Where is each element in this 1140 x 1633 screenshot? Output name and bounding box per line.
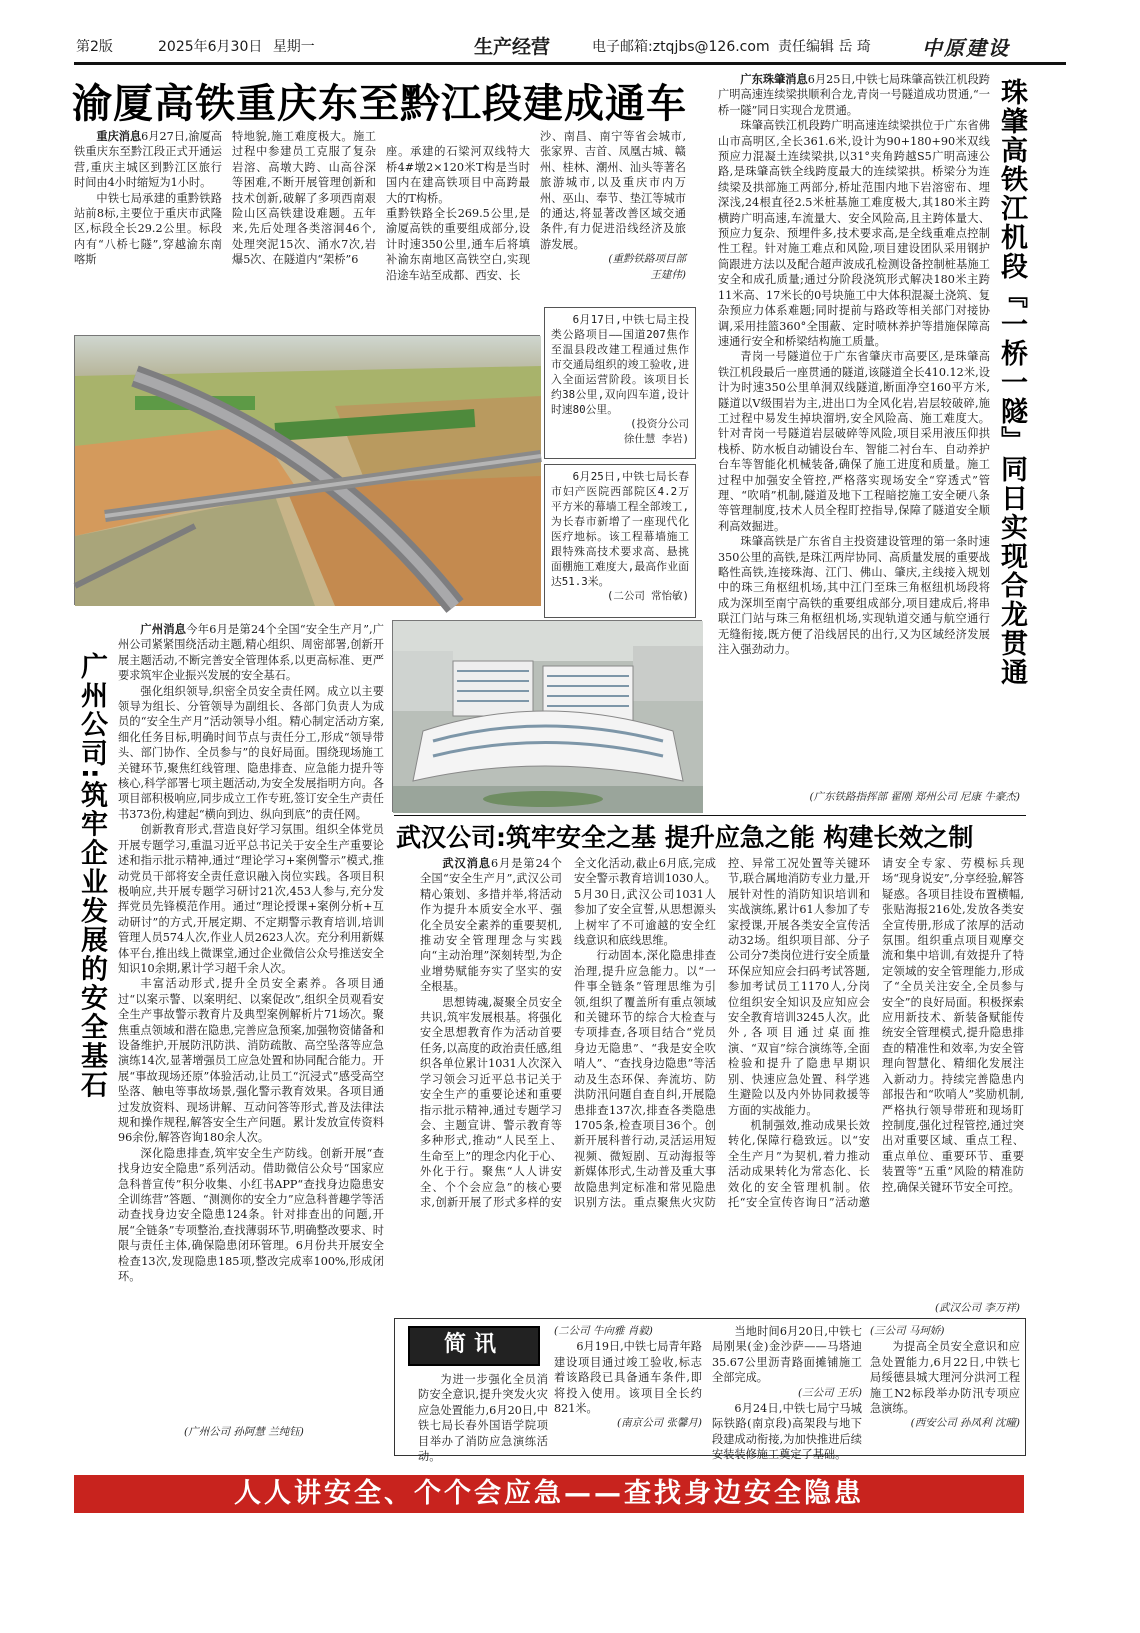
brief-item: 6月24日,中铁七局宁马城际铁路(南京段)高架段与地下段建成动衔接,为加快推进后续安装装修施工奠定了基础。	[712, 1402, 862, 1462]
brief-byline: (南京公司 张馨月)	[616, 1417, 702, 1430]
article2-para: 6月25日,中铁七局珠肇高铁江机段跨广明高速连续梁拱顺利合龙,青岗一号隧道成功贯通,“一桥一隧”同日实现合龙贯通。	[718, 73, 990, 117]
article1-col1	[74, 129, 222, 315]
paper-name: 中原建设	[922, 36, 1010, 60]
article1-para: 特地貌,施工难度极大。施工过程中参建员工克服了复杂岩溶、高墩大跨、山高谷深等困难,不断开展管理创新和技术创新,破解了多项西南艰险山区高铁建设难题。五年来,先后处理各类溶洞46个,处理突泥15次、涌水7次,岩爆5次、在隧道内“架桥”6	[232, 130, 376, 267]
article1-para: 6月27日,渝厦高铁重庆东至黔江段正式开通运营,重庆主城区到黔江区旅行时间由4小时缩短为1小时。	[74, 130, 223, 190]
article1-para: 中铁七局承建的重黔铁路站前8标,主要位于重庆市武隆区,标段全长29.2公里。标段内有“八桥七隧”,穿越渝东南喀斯	[74, 191, 222, 267]
article1-headline: 渝厦高铁重庆东至黔江段建成通车	[72, 81, 687, 127]
article1-dateline: 重庆消息	[96, 130, 142, 143]
article2-para: 青岗一号隧道位于广东省肇庆市高要区,是珠肇高铁江机段最后一座贯通的隧道,该隧道全长410.12米,设计为时速350公里单洞双线隧道,断面净空160平方米,隧道以Ⅴ级围岩为主,进出口为全风化岩,岩层较破碎,施工过程中易发生掉块溜坍,安全风险高、施工难度大。针对青岗一号隧道岩层破碎等风险,项目采用液压仰拱栈桥、防水板自动铺设台车、智能二衬台车、自动养护台车等智能化机械装备,确保了施工进度和质量。施工过程中加强安全管控,严格落实现场安全“穿透式”管理、“吹哨”机制,隧道及地下工程暗挖施工安全硬八条等管理制度,技术人员全程盯控指导,保障了隧道安全顺利高效掘进。	[718, 350, 990, 533]
railway-aerial-photo	[74, 335, 540, 605]
article1-para: 座。承建的石梁河双线特大桥4#墩2×120米T构是当时国内在建高铁项目中高跨最大的T构桥。 重黔铁路全长269.5公里,是渝厦高铁的重要组成部分,设计时速350公里,通车后将填补渝东南地区高铁空白,实现沿途车站至成都、西安、长	[386, 145, 530, 282]
header-rule	[74, 62, 1066, 65]
article4-para: 机制强效,推动成果长效转化,保障行稳致远。以“安全生产月”为契机,着力推动活动成果转化为常态化、长效化的安全管理机制。依托“安全宣传咨询日”活动邀请安全专家、劳模标兵现场“现身说安”,分享经验,解答疑惑。各项目挂设布置横幅,张贴海报216处,发放各类安全宣传册,形成了浓厚的活动氛围。组织重点项目观摩交流和集中培训,有效提升了特定领域的安全管理能力,形成了“全员关注安全,全员参与安全”的良好局面。积极探索应用新技术、新装备赋能传统安全管理模式,提升隐患排查的精准性和效率,为安全管理向智慧化、精细化发展注入新动力。持续完善隐患内部报告和“吹哨人”奖励机制,严格执行领导带班和现场盯控制度,强化过程管控,通过突出对重要区域、重点工程、重点单位、重要环节、重要装置等“五重”风险的精准防控,确保关键环节安全可控。	[728, 857, 1024, 1209]
brief-item: 6月19日,中铁七局青年路建设项目通过竣工验收,标志着该路段已具备通车条件,即将投入使用。该项目全长约821米。	[554, 1340, 702, 1416]
caption-byline: (二公司 常怡敏)	[607, 590, 689, 602]
brief-col2	[554, 1324, 702, 1454]
article4-byline: (武汉公司 李万祥)	[934, 1302, 1020, 1314]
article3-para: 丰富活动形式,提升全员安全素养。各项目通过“以案示警、以案明纪、以案促改”,组织全员观看安全生产事故警示教育片及典型案例解析片71场次。聚焦重点领域和潜在隐患,完善应急预案,加强物资储备和设备维护,开展防汛防洪、消防疏散、高空坠落等应急演练14次,显著增强员工应急处置和协同配合能力。开展“事故现场还原”体验活动,让员工“沉浸式”感受高空坠落、触电等事故场景,强化警示教育效果。各项目通过发放资料、现场讲解、互动问答等形式,普及法律法规和操作规程,解答安全生产问题。累计发放宣传资料96余份,解答咨询180余人次。	[118, 977, 384, 1145]
article4-para: 思想铸魂,凝聚全员安全共识,筑牢发展根基。将强化安全思想教育作为活动首要任务,以高度的政治责任感,组织各单位累计1031人次深入学习领会习近平总书记关于安全生产的重要论述和重要指示批示精神,通过专题学习会、主题宣讲、警示教育等多种形式,推动“人民至上、生命至上”的理念内化于心、外化于行。聚焦“人人讲安全、个个会应急”的核心要求,创新开展了形式多样的安全文化活动,截止6月底,完成安全警示教育培训1030人。5月30日,武汉公司1031人参加了安全宣誓,从思想源头上树牢了不可逾越的安全红线意识和底线思维。	[420, 857, 716, 1209]
brief-byline: (西安公司 孙凤利 沈曈)	[910, 1417, 1020, 1430]
editor-text: 责任编辑 岳 琦	[778, 39, 871, 55]
article3-body	[118, 622, 384, 1410]
brief-byline: (二公司 牛向雅 肖毅)	[554, 1325, 653, 1337]
article3-headline: 广州公司:筑牢企业发展的安全基石	[76, 652, 107, 1100]
article2-byline: (广东铁路指挥部 翟刚 郑州公司 尼康 牛豪杰)	[809, 791, 1020, 803]
article4-body	[420, 856, 1024, 1298]
hospital-aerial-photo	[392, 620, 702, 812]
article3-byline: (广州公司 孙阿慧 兰纯钰)	[184, 1426, 304, 1438]
brief-item: 当地时间6月20日,中铁七局刚果(金)金沙萨——马塔迪35.67公里沥青路面摊铺施工全部完成。	[712, 1325, 862, 1385]
caption-byline: (投资分公司 徐仕慧 李岩)	[623, 418, 689, 445]
brief-item: 为提高全员安全意识和应急处置能力,6月22日,中铁七局绥德县城大理河分洪河工程施工N2标段举办防汛专项应急演练。	[870, 1340, 1020, 1416]
article4-dateline: 武汉消息	[442, 857, 492, 870]
brief-col4	[870, 1324, 1020, 1454]
brief-col3	[712, 1324, 862, 1462]
date-text: 2025年6月30日	[158, 39, 263, 55]
brief-heading: 简讯	[408, 1326, 540, 1366]
hospital-aerial-image	[393, 621, 703, 813]
article3-dateline: 广州消息	[140, 623, 187, 636]
article1-col3	[386, 129, 530, 315]
article1-para: 沙、南昌、南宁等省会城市,张家界、吉首、凤凰古城、赣州、桂林、潮州、汕头等著名旅游城市,以及重庆市内万州、巫山、奉节、垫江等城市的通达,将显著改善区域交通条件,有力促进沿线经济及旅游发展。	[540, 130, 686, 251]
railway-aerial-image	[75, 336, 541, 606]
brief-byline: (三公司 王乐)	[797, 1386, 862, 1399]
caption-text: 6月17日,中铁七局主投类公路项目——国道207焦作至温县段改建工程通过焦作市交通局组织的竣工验收,进入全面运营阶段。该项目长约38公里,双向四车道,设计时速80公里。	[551, 313, 689, 416]
article1-col2	[232, 129, 376, 315]
article1-byline: (重黔铁路项目部 王建伟)	[608, 253, 686, 281]
article2-para: 珠肇高铁江机段跨广明高速连续梁拱位于广东省佛山市高明区,全长361.6米,设计为90+180+90米双线预应力混凝土连续梁拱,以31°夹角跨越S5广明高速公路,是珠肇高铁全线跨度最大的连续梁拱。桥梁分为连续梁及拱部施工两部分,桥址范围内地下岩溶密布、埋深浅,24根直径2.5米桩基施工难度极大,其180米主跨横跨广明高速,车流量大、安全风险高,且主跨体量大、预应力复杂、预埋件多,技术要求高,是全线重难点控制性工程。针对施工难点和风险,项目建设团队采用钢护筒跟进方法以及配合超声波成孔检测设备控制桩基施工安全和成孔质量;通过分阶段浇筑形式解决180米主跨11米高、17米长的0号块施工中大体积混凝土浇筑、复杂预应力体系难题;同时提前与路政等相关部门对接协调,采用挂篮360°全围蔽、定时喷林养护等措施保障高速通行安全和桥梁结构施工质量。	[718, 119, 990, 348]
article4-headline: 武汉公司:筑牢安全之基 提升应急之能 构建长效之制	[396, 823, 974, 852]
brief-item: 为进一步强化全员消防安全意识,提升突发火灾应急处置能力,6月20日,中铁七局长春外国语学院项目举办了消防应急演练活动。	[418, 1373, 548, 1464]
article3-para: 创新教育形式,营造良好学习氛围。组织全体党员开展专题学习,重温习近平总书记关于安全生产重要论述和指示批示精神,通过“理论学习+案例警示”模式,推动党员干部将安全责任意识融入岗位实践。各项目积极响应,共开展专题学习研讨21次,453人参与,充分发挥党员先锋模范作用。通过“理论授课+案例分析+互动研讨”的方式,开展定期、不定期警示教育培训,培训管理人员574人次,作业人员2623人次。充分利用新媒体平台,推出线上微课堂,通过企业微信公众号推送安全知识10余期,累计学习超千余人次。	[118, 823, 384, 975]
brief-caption-hospital	[544, 464, 696, 618]
page-number: 第2版	[76, 39, 113, 55]
safety-slogan-banner: 人人讲安全、个个会应急——查找身边安全隐患	[74, 1475, 1024, 1513]
article3-para: 深化隐患排查,筑牢安全生产防线。创新开展“查找身边安全隐患”系列活动。借助微信公众号“国家应急科普宣传”积分收集、小红书APP“查找身边隐患安全训练营”答题、“测测你的安全力”应急科普趣学等活动查找身边安全隐患124条。针对排查出的问题,开展“全链条”专项整治,查找薄弱环节,明确整改要求、时限与责任主体,确保隐患闭环管理。6月份共开展安全检查13次,发现隐患185项,整改完成率100%,形成闭环。	[118, 1146, 384, 1284]
article2-dateline: 广东珠肇消息	[740, 73, 808, 86]
article4-para: 6月是第24个全国“安全生产月”,武汉公司精心策划、多措并举,将活动作为提升本质安全水平、强化全员安全素养的重要契机,推动安全管理理念与实践向“主动治理”深刻转型,为企业增势赋能夯实了坚实的安全根基。	[420, 857, 562, 994]
weekday-text: 星期一	[272, 39, 315, 55]
article4-para: 行动固本,深化隐患排查治理,提升应急能力。以“一件事全链条”管理思维为引领,组织了覆盖所有重点领域和关键环节的综合大检查与专项排查,各项目结合“党员身边无隐患”、“我是安全吹哨人”、“查找身边隐患”等活动及生态环保、奔流坊、防洪防汛问题自查自纠,开展隐患排查137次,排查各类隐患1705条,检查项目36个。创新开展科普行动,灵活运用短视频、微短剧、互动海报等新媒体形式,生动普及重大事故隐患判定标准和常见隐患识别方法。重点聚焦火灾防控、异常工况处置等关键环节,联合属地消防专业力量,开展针对性的消防知识培训和实战演练,累计61人参加了专家授课,开展各类安全宣传活动32场。组织项目部、分子公司分7类岗位进行安全质量环保应知应会扫码考试答题,参加考试员工1170人,分岗位组织安全知识及应知应会安全教育培训3245人次。此外,各项目通过桌面推演、“双盲”综合演练等,全面检验和提升了隐患早期识别、快速应急处置、科学逃生避险以及内外协同救援等方面的实战能力。	[574, 857, 870, 1209]
brief-byline: (三公司 马珂娇)	[870, 1325, 945, 1337]
article2-para: 珠肇高铁是广东省自主投资建设管理的第一条时速350公里的高铁,是珠江两岸协同、高质量发展的重要战略性高铁,连接珠海、江门、佛山、肇庆,主线接入规划中的珠三角枢纽机场,其中江门至珠三角枢纽机场段将成为深圳至南宁高铁的重要组成部分,项目建成后,将串联江门站与珠三角枢纽机场,实现轨道交通与航空通行无缝衔接,既方便了沿线居民的出行,又为区域经济发展注入强劲动力。	[718, 535, 990, 657]
issue-date	[158, 36, 315, 62]
brief-col1	[418, 1372, 548, 1464]
article2-body	[718, 72, 990, 782]
article4-top-rule	[394, 815, 1026, 816]
article3-para: 今年6月是第24个全国“安全生产月”,广州公司紧紧围绕活动主题,精心组织、周密部署,创新开展主题活动,不断完善安全管理体系,以更高标准、更严要求筑牢企业振兴发展的安全基石。	[118, 623, 384, 683]
email-text: 电子邮箱:ztqjbs@126.com	[592, 39, 770, 55]
caption-text: 6月25日,中铁七局长春市妇产医院西部院区4.2万平方米的幕墙工程全部竣工,为长春市新增了一座现代化医疗地标。该工程幕墙施工跟特殊高技术要求高、悬挑面棚施工难度大,最高作业面达51.3米。	[551, 470, 689, 588]
article2-headline: 珠肇高铁江机段『一桥一隧』同日实现合龙贯通	[996, 78, 1027, 687]
article3-para: 强化组织领导,织密全员安全责任网。成立以主要领导为组长、分管领导为副组长、各部门负责人为成员的“安全生产月”活动领导小组。精心制定活动方案,细化任务目标,明确时间节点与责任分工,形成“领导带头、部门协作、全员参与”的良好局面。围绕现场施工关键环节,聚焦红线管理、隐患排查、应急能力提升等核心,科学部署七项主题活动,为安全发展指明方向。各项目部积极响应,同步成立工作专班,签订安全生产责任书373份,构建起“横向到边、纵向到底”的责任网。	[118, 684, 384, 821]
section-name: 生产经营	[474, 36, 551, 58]
article1-col4	[540, 129, 686, 315]
brief-caption-highway	[544, 307, 696, 459]
